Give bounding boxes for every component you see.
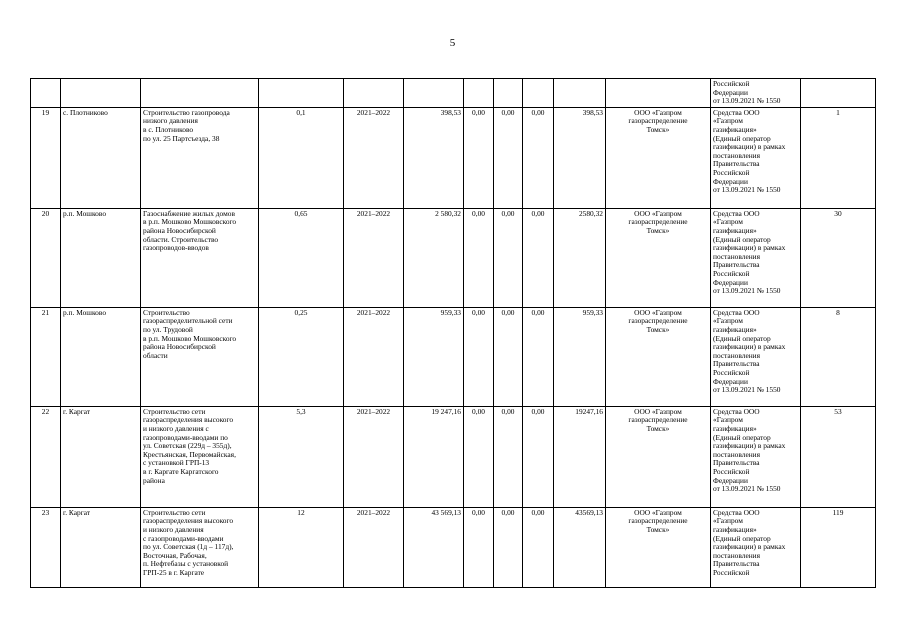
cell-period: 2021–2022	[344, 107, 404, 208]
cell-length: 0,25	[259, 307, 344, 406]
cell-locality: г. Каргат	[61, 406, 141, 507]
cell-empty	[259, 79, 344, 108]
cell-description: Строительство сети газораспределения высокого и низкого давления с газопроводами-вводами по ул. Советская (1д – 117д), Восточная, Рабочая, п. Нефтебазы с установкой ГРП-25 в г. Каргате	[141, 507, 259, 587]
cell-value: 0,00	[464, 507, 494, 587]
cell-value: 0,00	[494, 307, 523, 406]
cell-value: 0,00	[464, 307, 494, 406]
cell-value: 0,00	[523, 406, 554, 507]
cell-number: 21	[31, 307, 61, 406]
cell-empty	[344, 79, 404, 108]
cell-value: 0,00	[523, 107, 554, 208]
cell-count: 8	[801, 307, 876, 406]
cell-period: 2021–2022	[344, 307, 404, 406]
cell-value: 0,00	[464, 107, 494, 208]
cell-description: Строительство газопровода низкого давления в с. Плотниково по ул. 25 Партсъезда, 38	[141, 107, 259, 208]
table-row	[31, 107, 876, 208]
cell-value: 0,00	[523, 208, 554, 307]
cell-total: 19 247,16	[404, 406, 464, 507]
cell-empty	[31, 79, 61, 108]
cell-funding-source: Российской Федерации от 13.09.2021 № 1550	[711, 79, 801, 108]
cell-period: 2021–2022	[344, 507, 404, 587]
cell-funding-source: Средства ООО «Газпром газификация» (Единый оператор газификации) в рамках постановления Правительства Российской Федерации от 13.09.2021 № 1550	[711, 208, 801, 307]
cell-value: 0,00	[464, 406, 494, 507]
cell-empty	[494, 79, 523, 108]
cell-description: Газоснабжение жилых домов в р.п. Мошково Мошковского района Новосибирской области. Строительство газопроводов-вводов	[141, 208, 259, 307]
cell-value: 2580,32	[554, 208, 606, 307]
table-row	[31, 307, 876, 406]
cell-locality: с. Плотниково	[61, 107, 141, 208]
cell-value: 0,00	[523, 507, 554, 587]
cell-value: 0,00	[494, 208, 523, 307]
cell-value: 959,33	[554, 307, 606, 406]
cell-total: 2 580,32	[404, 208, 464, 307]
table-row	[31, 208, 876, 307]
cell-empty	[141, 79, 259, 108]
cell-executor: ООО «Газпром газораспределение Томск»	[606, 507, 711, 587]
cell-funding-source: Средства ООО «Газпром газификация» (Единый оператор газификации) в рамках постановления Правительства Российской	[711, 507, 801, 587]
cell-executor: ООО «Газпром газораспределение Томск»	[606, 406, 711, 507]
table-row	[31, 507, 876, 587]
cell-funding-source: Средства ООО «Газпром газификация» (Единый оператор газификации) в рамках постановления Правительства Российской Федерации от 13.09.2021 № 1550	[711, 307, 801, 406]
table-row	[31, 406, 876, 507]
cell-funding-source: Средства ООО «Газпром газификация» (Единый оператор газификации) в рамках постановления Правительства Российской Федерации от 13.09.2021 № 1550	[711, 107, 801, 208]
cell-value: 0,00	[494, 507, 523, 587]
cell-empty	[554, 79, 606, 108]
cell-total: 959,33	[404, 307, 464, 406]
cell-value: 43569,13	[554, 507, 606, 587]
cell-length: 0,1	[259, 107, 344, 208]
cell-value: 0,00	[464, 208, 494, 307]
cell-length: 5,3	[259, 406, 344, 507]
cell-empty	[61, 79, 141, 108]
cell-executor: ООО «Газпром газораспределение Томск»	[606, 208, 711, 307]
cell-value: 0,00	[523, 307, 554, 406]
cell-number: 22	[31, 406, 61, 507]
cell-executor: ООО «Газпром газораспределение Томск»	[606, 307, 711, 406]
cell-description: Строительство сети газораспределения высокого и низкого давления с газопроводами-вводами по ул. Советская (229д – 355д), Крестьянская, Первомайская, с установкой ГРП-13 в г. Каргате Каргатского района	[141, 406, 259, 507]
cell-total: 398,53	[404, 107, 464, 208]
cell-count: 53	[801, 406, 876, 507]
gasification-table	[30, 78, 876, 588]
cell-period: 2021–2022	[344, 406, 404, 507]
cell-locality: г. Каргат	[61, 507, 141, 587]
cell-empty	[606, 79, 711, 108]
cell-empty	[404, 79, 464, 108]
cell-empty	[523, 79, 554, 108]
cell-locality: р.п. Мошково	[61, 307, 141, 406]
cell-value: 19247,16	[554, 406, 606, 507]
cell-length: 12	[259, 507, 344, 587]
cell-executor: ООО «Газпром газораспределение Томск»	[606, 107, 711, 208]
cell-count: 1	[801, 107, 876, 208]
cell-number: 19	[31, 107, 61, 208]
cell-description: Строительство газораспределительной сети по ул. Трудовой в р.п. Мошково Мошковского района Новосибирской области	[141, 307, 259, 406]
cell-empty	[801, 79, 876, 108]
cell-number: 20	[31, 208, 61, 307]
page-number: 5	[449, 37, 456, 49]
cell-count: 30	[801, 208, 876, 307]
cell-funding-source: Средства ООО «Газпром газификация» (Единый оператор газификации) в рамках постановления Правительства Российской Федерации от 13.09.2021 № 1550	[711, 406, 801, 507]
cell-empty	[464, 79, 494, 108]
cell-period: 2021–2022	[344, 208, 404, 307]
cell-value: 0,00	[494, 107, 523, 208]
cell-value: 0,00	[494, 406, 523, 507]
cell-locality: р.п. Мошково	[61, 208, 141, 307]
cell-number: 23	[31, 507, 61, 587]
cell-length: 0,65	[259, 208, 344, 307]
table-row-continuation	[31, 79, 876, 108]
cell-count: 119	[801, 507, 876, 587]
cell-value: 398,53	[554, 107, 606, 208]
cell-total: 43 569,13	[404, 507, 464, 587]
